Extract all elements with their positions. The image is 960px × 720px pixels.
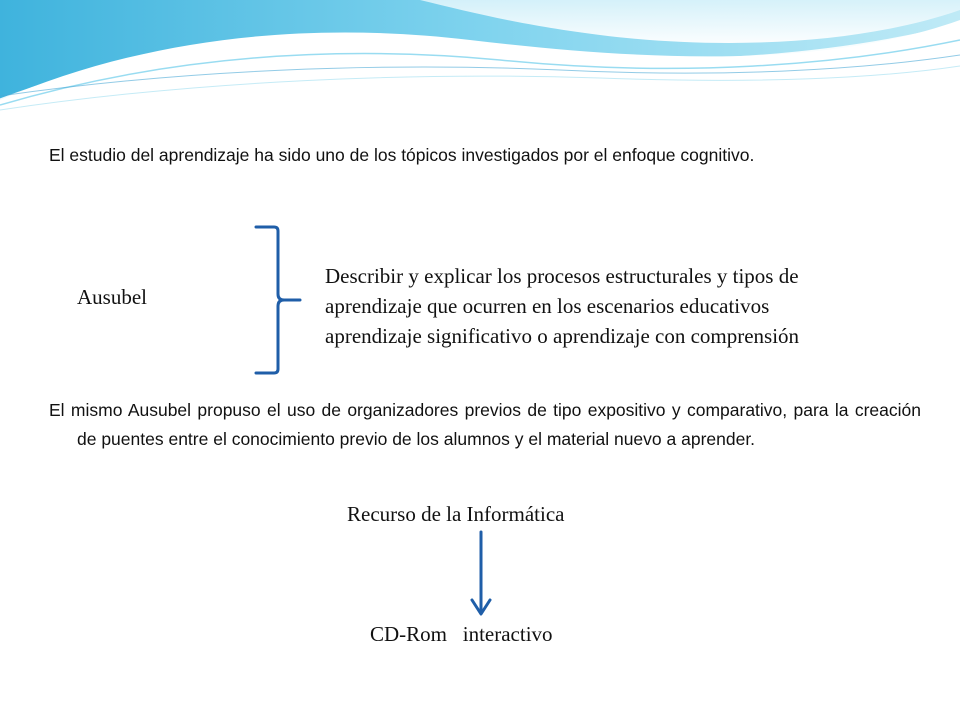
intro-paragraph: El estudio del aprendizaje ha sido uno de los tópicos investigados por el enfoque cognitivo. [49, 145, 755, 165]
description-line: Describir y explicar los procesos estructurales y tipos de [325, 264, 799, 288]
header-wave-decoration [0, 0, 960, 120]
right-curly-bracket-icon [250, 222, 310, 380]
organizers-paragraph: El mismo Ausubel propuso el uso de organizadores previos de tipo expositivo y comparativo, para la creación de puentes entre el conocimiento previo de los alumnos y el material nuevo a aprender. [49, 400, 921, 449]
resource-label: Recurso de la Informática [347, 502, 565, 526]
description-line: aprendizaje significativo o aprendizaje con comprensión [325, 324, 800, 348]
cdrom-label [370, 621, 553, 647]
description-line: aprendizaje que ocurren en los escenarios educativos [325, 294, 770, 318]
ausubel-label: Ausubel [77, 285, 147, 309]
cdrom-text: CD-Rom interactivo [370, 622, 553, 646]
arrow-down-icon [468, 530, 494, 618]
ausubel-description [325, 261, 799, 351]
